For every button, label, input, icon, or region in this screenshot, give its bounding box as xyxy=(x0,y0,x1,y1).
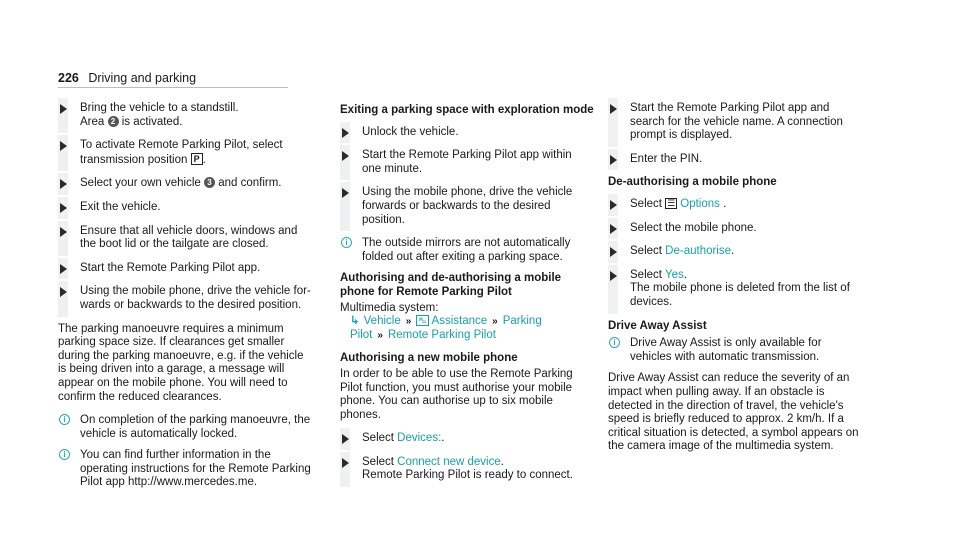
step-text: and confirm. xyxy=(215,177,282,190)
multimedia-label: Multimedia system: xyxy=(340,301,439,314)
paragraph-authorise: In order to be able to use the Remote Parking Pilot function, you must authorise your mobile phone. You can authorise up to six mobile phones. xyxy=(340,367,573,421)
note-text: The outside mirrors are not automatically folded out after exiting a parking space. xyxy=(362,237,571,263)
step-text: the boot lid or the tailgate are closed. xyxy=(80,238,269,251)
page-number: 226 xyxy=(58,71,79,85)
step-text: To activate Remote Parking Pilot, select xyxy=(80,139,283,152)
step-text: wards or backwards to the desired position. xyxy=(80,298,302,311)
step-text: Select xyxy=(630,197,666,210)
step-arrow-icon xyxy=(610,224,617,234)
step-activate xyxy=(58,139,312,167)
step-arrow-icon xyxy=(342,434,349,444)
step-enter-pin xyxy=(608,153,862,167)
yes-link[interactable]: Yes xyxy=(664,268,684,281)
step-text: Start the Remote Parking Pilot app. xyxy=(80,261,261,274)
page-header xyxy=(58,71,196,85)
step-text: Select xyxy=(630,245,666,258)
step-exit xyxy=(58,201,312,215)
step-text: Select xyxy=(630,268,665,281)
note-locked xyxy=(58,414,312,441)
step-select-devices xyxy=(340,432,594,446)
step-arrow-icon xyxy=(610,155,617,165)
step-arrow-icon xyxy=(60,104,67,114)
menu-assistance[interactable]: Assistance xyxy=(431,315,488,328)
heading-authorising: Authorising and de-authorising a mobile phone for Remote Parking Pilot xyxy=(340,272,562,298)
heading-new-phone: Authorising a new mobile phone xyxy=(340,352,518,365)
step-confirm-yes xyxy=(608,269,862,310)
step-arrow-icon xyxy=(610,104,617,114)
step-text: . xyxy=(683,268,687,281)
step-arrow-icon xyxy=(60,287,67,297)
info-icon: i xyxy=(341,237,352,248)
step-text: Start the Remote Parking Pilot app and search for the vehicle name. A connection prompt is displayed. xyxy=(630,102,843,142)
note-mirrors xyxy=(340,237,594,264)
step-text: is activated. xyxy=(118,115,183,128)
step-text: Select the mobile phone. xyxy=(630,221,757,234)
step-arrow-icon xyxy=(342,151,349,161)
step-arrow-icon xyxy=(60,141,67,151)
step-arrow-icon xyxy=(342,128,349,138)
step-arrow-icon xyxy=(610,247,617,257)
connect-new-device-link[interactable]: Connect new device xyxy=(397,455,501,468)
options-link[interactable]: Options xyxy=(680,197,720,210)
deauthorise-link[interactable]: De-authorise xyxy=(665,245,732,258)
step-text: . xyxy=(441,432,445,445)
gear-p-icon: P xyxy=(191,153,203,165)
heading-drive-away-assist: Drive Away Assist xyxy=(608,319,707,332)
column-middle xyxy=(340,102,594,493)
step-drive xyxy=(58,285,312,312)
step-search-vehicle xyxy=(608,102,862,143)
step-text: The mobile phone is deleted from the list of devices. xyxy=(630,282,850,308)
vehicle-badge: 3 xyxy=(204,177,215,188)
step-text: Ensure that all vehicle doors, windows and xyxy=(80,224,298,237)
paragraph-manoeuvre: The parking manoeuvre requires a minimum parking space size. If clearances get smaller during the parking manoeuvre, e.g. if the vehicle is being driven into a garage, a message will appear on the mobile phone. You will need to confirm the reduced clearances. xyxy=(58,322,304,403)
step-text: Start the Remote Parking Pilot app within one minute. xyxy=(362,149,572,175)
step-arrow-icon xyxy=(342,188,349,198)
step-select-vehicle xyxy=(58,177,312,191)
step-text: transmission position xyxy=(80,153,191,166)
step-ensure-closed xyxy=(58,225,312,252)
step-arrow-icon xyxy=(610,271,617,281)
step-text: . xyxy=(500,455,504,468)
step-text: Enter the PIN. xyxy=(630,152,703,165)
step-unlock xyxy=(340,126,594,140)
note-further-info xyxy=(58,449,312,490)
step-connect-device xyxy=(340,456,594,483)
step-arrow-icon xyxy=(60,264,67,274)
step-deauthorise xyxy=(608,245,862,259)
area-badge: 2 xyxy=(108,116,119,127)
step-select-options xyxy=(608,198,862,212)
menu-list-icon: ☰ xyxy=(667,197,676,208)
column-right xyxy=(608,102,862,464)
step-text: Bring the vehicle to a standstill. xyxy=(80,102,239,114)
step-start-app-minute xyxy=(340,149,594,176)
step-text: Using the mobile phone, drive the vehicle for- xyxy=(80,285,311,298)
heading-deauthorising: De-authorising a mobile phone xyxy=(608,176,777,189)
step-arrow-icon xyxy=(60,203,67,213)
step-text: Area xyxy=(80,115,108,128)
step-text: Unlock the vehicle. xyxy=(362,125,459,138)
menu-path xyxy=(340,315,594,342)
paragraph-drive-away: Drive Away Assist can reduce the severity of an impact when pulling away. If an obstacle is detected in the direction of travel, the vehicle's speed is briefly reduced to approx. 2 km/h. If a critical situation is detected, a symbol appears on the camera image of the multimedia system. xyxy=(608,372,859,453)
info-icon: i xyxy=(59,414,70,425)
mode-arrow-icon: ↳ xyxy=(350,315,360,328)
heading-exploration-mode: Exiting a parking space with exploration mode xyxy=(340,104,594,116)
note-automatic xyxy=(608,337,862,364)
step-text: . xyxy=(202,153,206,166)
step-drive-phone xyxy=(340,186,594,227)
step-text: Remote Parking Pilot is ready to connect. xyxy=(362,469,573,482)
step-text: Using the mobile phone, drive the vehicle forwards or backwards to the desired position. xyxy=(362,186,573,226)
note-text: On completion of the parking manoeuvre, the vehicle is automatically locked. xyxy=(80,414,311,440)
note-text: You can find further information in the operating instructions for the Remote Parking Pilot app http://www.mercedes.me. xyxy=(80,449,311,489)
chevron-right-icon: » xyxy=(492,316,498,328)
header-divider xyxy=(58,87,288,88)
step-arrow-icon xyxy=(60,227,67,237)
step-text: Select xyxy=(362,432,398,445)
menu-vehicle[interactable]: Vehicle xyxy=(363,315,401,328)
step-text: . xyxy=(719,197,727,210)
menu-remote-parking-pilot[interactable]: Remote Parking Pilot xyxy=(387,328,496,341)
step-standstill xyxy=(58,102,312,129)
step-arrow-icon xyxy=(610,200,617,210)
car-icon: ⛍ xyxy=(418,316,427,326)
chevron-right-icon: » xyxy=(405,316,412,328)
devices-link[interactable]: Devices: xyxy=(397,432,442,445)
step-arrow-icon xyxy=(60,179,67,189)
column-left xyxy=(58,102,312,498)
step-arrow-icon xyxy=(342,458,349,468)
step-text: Select your own vehicle xyxy=(80,177,205,190)
section-title: Driving and parking xyxy=(88,71,197,85)
step-text: Select xyxy=(362,455,398,468)
step-text: . xyxy=(731,245,735,258)
info-icon: i xyxy=(59,449,70,460)
step-start-app xyxy=(58,262,312,276)
step-select-phone xyxy=(608,222,862,236)
menu-parking-pilot[interactable]: Parking Pilot xyxy=(350,315,542,341)
info-icon: i xyxy=(609,337,620,348)
step-text: Exit the vehicle. xyxy=(80,200,161,213)
chevron-right-icon: » xyxy=(377,329,383,341)
note-text: Drive Away Assist is only available for vehicles with automatic transmission. xyxy=(630,337,822,363)
